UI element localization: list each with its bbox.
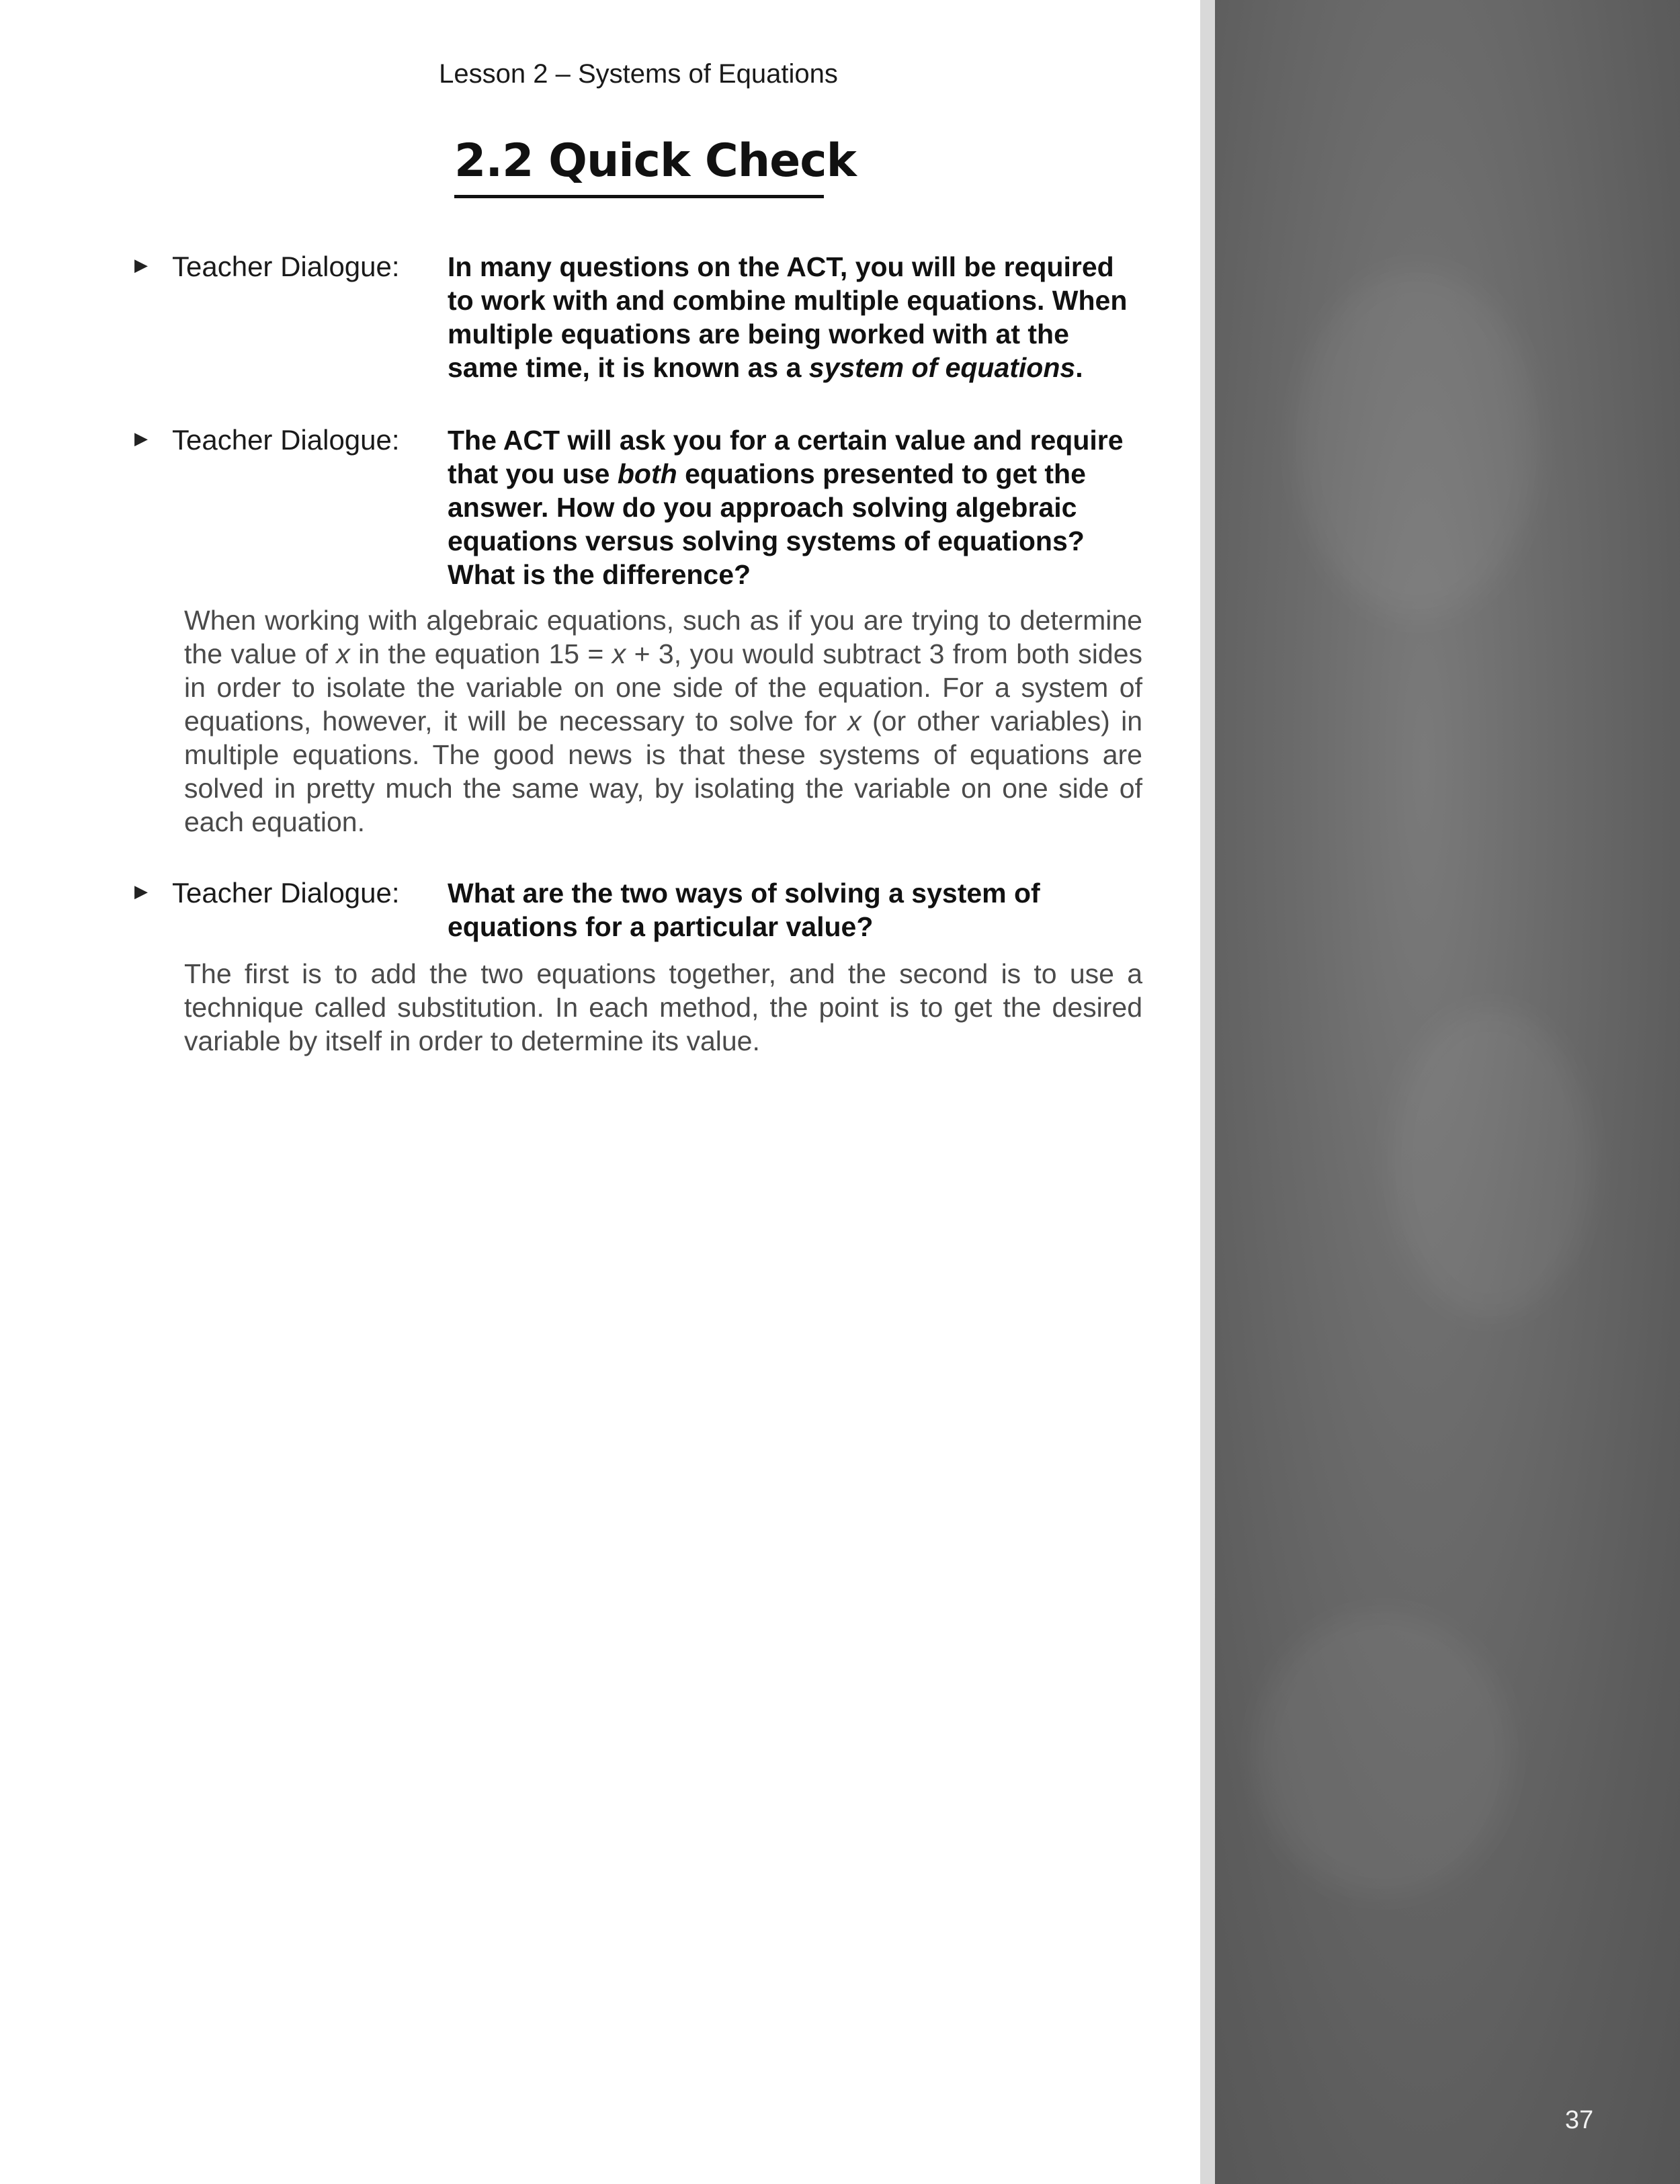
title-block	[454, 134, 856, 198]
question-text: In many questions on the ACT, you will be required to work with and combine multiple equations. When multiple equations are being worked with at the same time, it is known as a	[448, 251, 1128, 383]
dialogue-item-1	[134, 250, 1142, 391]
dialogue-item-2	[134, 423, 1142, 591]
triangle-bullet-icon: ▶	[134, 882, 148, 902]
variable-x: x	[612, 638, 626, 669]
dialogue-question: What are the two ways of solving a system of equations for a particular value?	[448, 878, 1040, 942]
lesson-header: Lesson 2 – Systems of Equations	[439, 59, 838, 89]
title-underline	[454, 195, 824, 198]
dialogue-question	[448, 423, 1140, 591]
question-emphasis: both	[617, 458, 677, 489]
chalkboard-panel	[1215, 0, 1680, 2184]
variable-x: x	[847, 706, 862, 737]
question-emphasis: system of equations	[808, 352, 1076, 383]
question-text: equations presented to get the answer. How do you approach solving algebraic equations versus solving systems of equations? What is the difference?	[448, 458, 1086, 590]
answer-paragraph-1	[184, 603, 1142, 839]
triangle-bullet-icon: ▶	[134, 429, 148, 449]
dialogue-item-3	[134, 876, 1142, 950]
answer-text: in the equation 15 =	[349, 638, 612, 669]
variable-x: x	[336, 638, 350, 669]
answer-text: (or other variables) in multiple equations. The good news is that these systems of equations are solved in pretty much the same way, by isolating the variable on one side of each equation.	[184, 706, 1142, 837]
triangle-bullet-icon: ▶	[134, 255, 148, 276]
answer-text: The first is to add the two equations together, and the second is to use a technique called substitution. In each method, the point is to get the desired variable by itself in order to determine its value.	[184, 958, 1142, 1056]
dialogue-label: Teacher Dialogue:	[172, 251, 400, 282]
page-number: 37	[1564, 2106, 1594, 2134]
answer-text: When working with algebraic equations, such as if you are trying to determine the value of	[184, 605, 1142, 669]
dialogue-label: Teacher Dialogue:	[172, 877, 400, 909]
dialogue-label: Teacher Dialogue:	[172, 424, 400, 456]
page-divider	[1200, 0, 1215, 2184]
page-title: 2.2 Quick Check	[454, 134, 856, 187]
question-text: .	[1075, 352, 1083, 383]
answer-paragraph-2	[184, 957, 1142, 1058]
question-text: The ACT will ask you for a certain value and require that you use	[448, 425, 1124, 489]
dialogue-question	[448, 250, 1140, 384]
answer-text: + 3, you would subtract 3 from both sides in order to isolate the variable on one side of the equation. For a system of equations, however, it will be necessary to solve for	[184, 638, 1142, 737]
